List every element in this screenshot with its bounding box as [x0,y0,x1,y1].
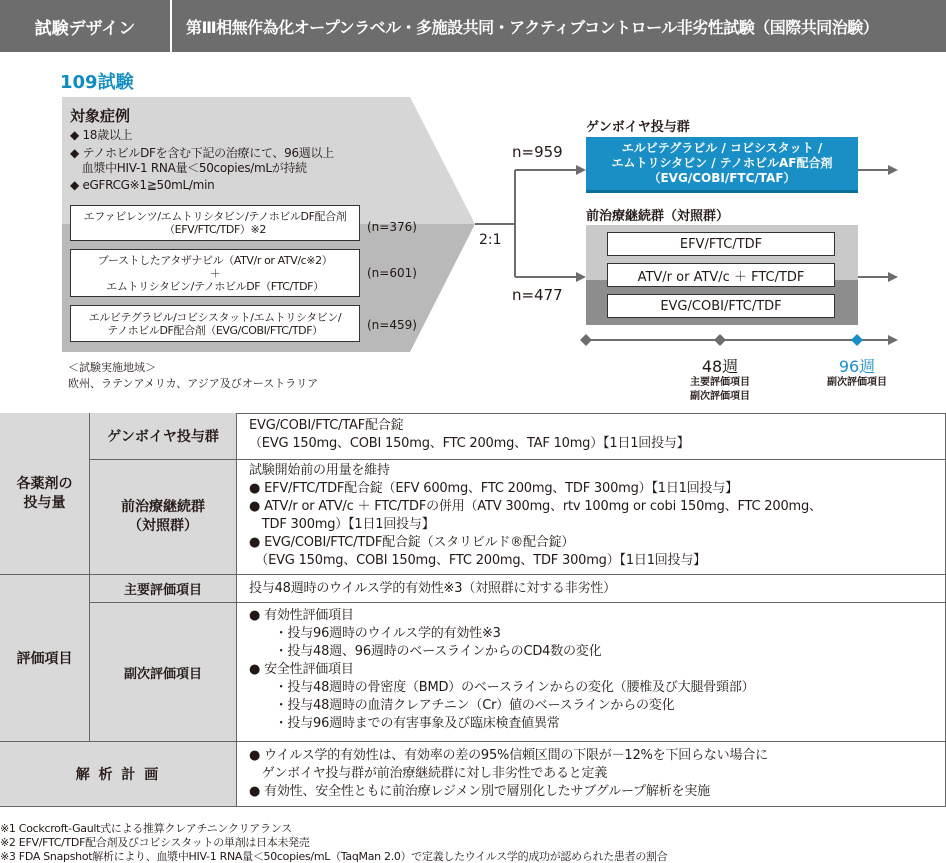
prior-regimen-box: エルビテグラビル/コビシスタット/エムトリシタビン/ テノホビルDF配合剤（EVG/COBI/FTC/TDF） [70,305,360,342]
control-group-title: 前治療継続群（対照群） [586,209,730,224]
n-control: n=477 [512,286,563,304]
analysis-cell: ● ウイルス学的有効性は、有効率の差の95%信頼区間の下限が－12%を下回らない場合に ゲンボイヤ投与群が前治療継続群に対し非劣性であると定義 ● 有効性、安全性ともに前治療レジメン別で層別化したサブグループ解析を実施 [237,742,946,807]
header-bar [0,0,946,52]
control-dose-cell: 試験開始前の用量を維持 ● EFV/FTC/TDF配合錠（EFV 600mg、FTC 200mg、TDF 300mg）【1日1回投与】 ● ATV/r or ATV/c ＋ FTC/TDFの併用（ATV 300mg、rtv 100mg or cobi 150mg、FTC 200mg、 TDF 300mg）【1日1回投与】 ● EVG/COBI/FTC/TDF配合錠（スタリビルド®配合錠） （EVG 150mg、COBI 150mg、FTC 200mg、TDF 300mg）【1日1回投与】 [237,460,946,575]
target-title: 対象症例 [70,107,131,125]
region-text: 欧州、ラテンアメリカ、アジア及びオーストラリア [68,377,319,390]
week96-label: 96週 [838,357,876,376]
study-table [0,413,946,807]
randomization-ratio: 2:1 [479,232,502,248]
genvoya-regimen-box: エルビテグラビル / コビシスタット / エムトリシタビン / テノホビルAF配合剤 （EVG/COBI/FTC/TAF） [586,137,858,193]
control-regimen-box: EVG/COBI/FTC/TDF [607,294,835,318]
footnote: ※1 Cockcroft-Gault式による推算クレアチニンクリアランス [0,822,292,835]
criteria-item: ◆ 18歳以上 [70,128,133,142]
prior-regimen-n: (n=459) [367,318,417,332]
analysis-header: 解 析 計 画 [0,742,237,807]
week96-endpoints: 副次評価項目 [827,377,887,388]
header-label: 試験デザイン [0,0,172,52]
week48-endpoints: 主要評価項目 副次評価項目 [690,377,750,402]
prior-regimen-n: (n=601) [367,266,417,280]
endpoint-header: 評価項目 [0,575,90,742]
primary-endpoint-header: 主要評価項目 [90,575,237,603]
dose-header: 各薬剤の 投与量 [0,413,90,575]
genvoya-dose-cell: EVG/COBI/FTC/TAF配合錠 （EVG 150mg、COBI 150mg、FTC 200mg、TAF 10mg）【1日1回投与】 [237,413,946,460]
control-regimen-box: EFV/FTC/TDF [607,232,835,256]
secondary-endpoint-header: 副次評価項目 [90,603,237,742]
footnote: ※2 EFV/FTC/TDF配合剤及びコビシスタットの単剤は日本未発売 [0,836,310,849]
criteria-item: 血漿中HIV-1 RNA量＜50copies/mLが持続 [70,161,307,175]
week48-label: 48週 [701,357,739,376]
trial-number: 109試験 [60,72,134,93]
n-genvoya: n=959 [512,143,563,161]
region-label: ＜試験実施地域＞ [68,361,156,374]
control-row-header: 前治療継続群 （対照群） [90,460,237,575]
prior-regimen-box: ブーストしたアタザナビル（ATV/r or ATV/c※2） ＋ エムトリシタビン/テノホビルDF（FTC/TDF） [70,249,360,297]
footnote: ※3 FDA Snapshot解析により、血漿中HIV-1 RNA量＜50copies/mL（TaqMan 2.0）で定義したウイルス学的成功が認められた患者の割合 [0,850,668,863]
control-regimen-box: ATV/r or ATV/c ＋ FTC/TDF [607,263,835,287]
prior-regimen-box: エファビレンツ/エムトリシタビン/テノホビルDF配合剤 （EFV/FTC/TDF）※2 [70,205,360,241]
genvoya-group-title: ゲンボイヤ投与群 [586,120,690,135]
secondary-endpoint-cell: ● 有効性評価項目 ・投与96週時のウイルス学的有効性※3 ・投与48週、96週時のベースラインからのCD4数の変化 ● 安全性評価項目 ・投与48週時の骨密度（BMD）のベースラインからの変化（腰椎及び大腿骨頸部） ・投与48週時の血清クレアチニン（Cr）値のベースラインからの変化 ・投与96週時までの有害事象及び臨床検査値異常 [237,603,946,742]
prior-regimen-n: (n=376) [367,220,417,234]
criteria-item: ◆ テノホビルDFを含む下記の治療にて、96週以上 [70,146,334,160]
criteria-item: ◆ eGFRCG※1≧50mL/min [70,178,215,192]
genvoya-row-header: ゲンボイヤ投与群 [90,413,237,460]
primary-endpoint-cell: 投与48週時のウイルス学的有効性※3（対照群に対する非劣性） [237,575,946,603]
header-title: 第Ⅲ相無作為化オープンラベル・多施設共同・アクティブコントロール非劣性試験（国際共同治験） [186,17,879,37]
